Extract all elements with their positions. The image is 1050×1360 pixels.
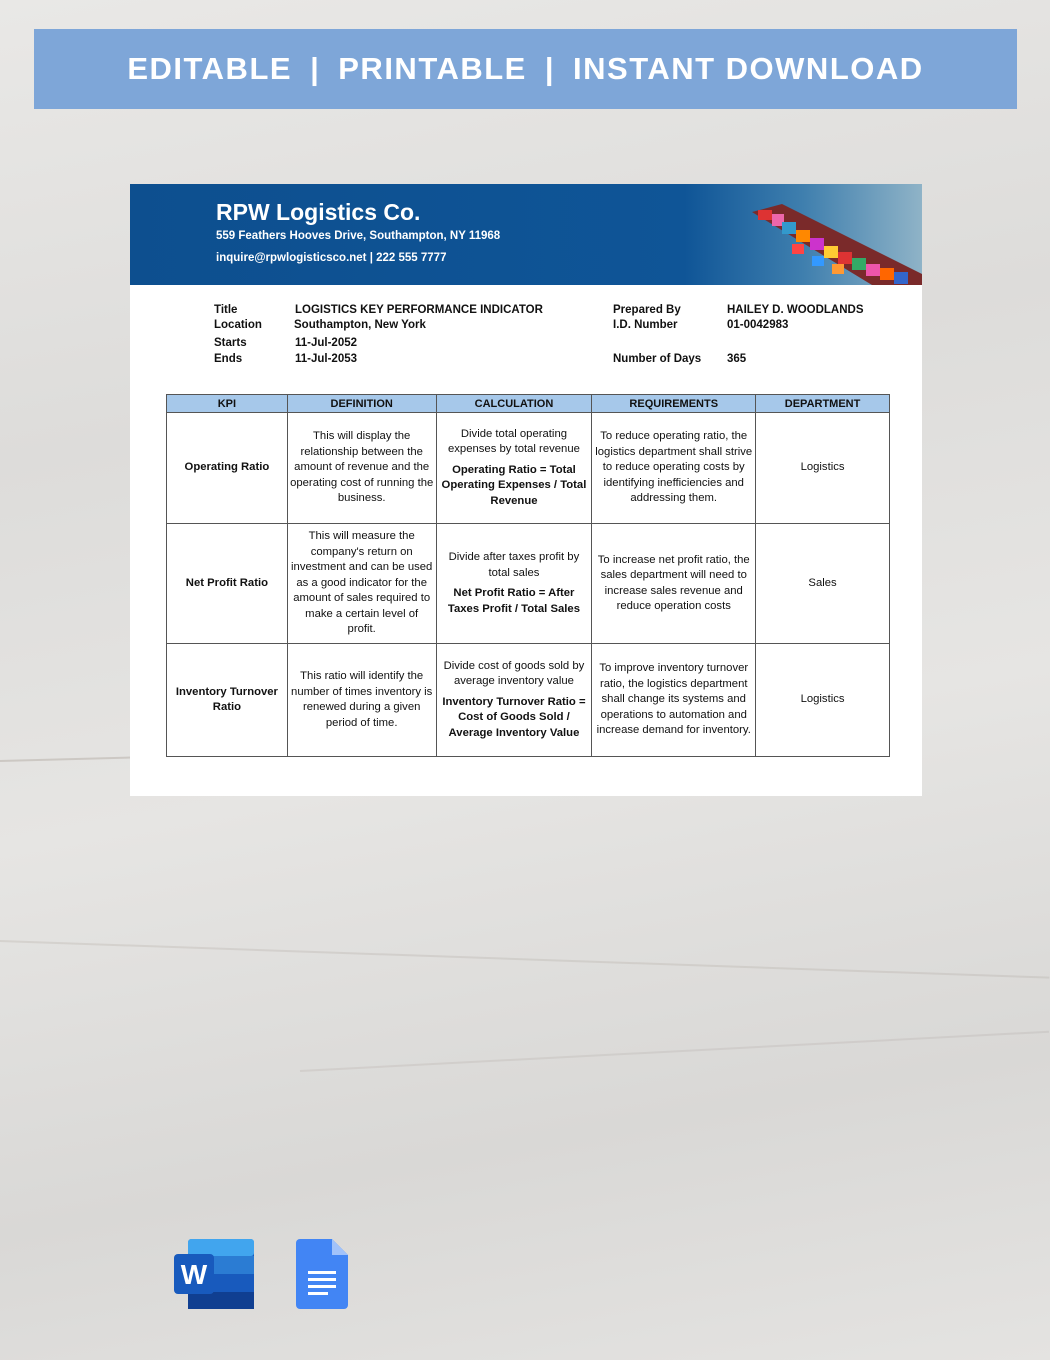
kpi-cell: Inventory Turnover Ratio (167, 644, 288, 757)
header-requirements: REQUIREMENTS (592, 395, 756, 413)
banner-separator: | (544, 51, 556, 86)
requirements-cell: To improve inventory turnover ratio, the logistics department shall change its systems and operations to automation and increase demand for inventory. (592, 644, 756, 757)
department-cell: Logistics (756, 413, 890, 524)
definition-cell: This will measure the company's return on investment and can be used as a good indicator for the amount of sales required to make a certain level of profit. (287, 524, 436, 644)
banner-download: INSTANT DOWNLOAD (573, 51, 924, 86)
id-value: 01-0042983 (727, 319, 789, 331)
company-name: RPW Logistics Co. (216, 199, 421, 225)
header-department: DEPARTMENT (756, 395, 890, 413)
definition-cell: This will display the relationship between the amount of revenue and the operating cost of running the business. (287, 413, 436, 524)
google-docs-icon[interactable] (296, 1239, 348, 1309)
calc-formula: Operating Ratio = Total Operating Expenses / Total Revenue (441, 463, 587, 507)
feature-banner (34, 29, 1017, 109)
header-definition: DEFINITION (287, 395, 436, 413)
calc-text: Divide cost of goods sold by average inventory value (443, 659, 585, 688)
cargo-ship-image (752, 204, 922, 285)
word-letter: W (180, 1259, 208, 1290)
kpi-table (166, 394, 890, 757)
banner-printable: PRINTABLE (338, 51, 527, 86)
prepared-label: Prepared By (613, 304, 681, 316)
table-row (167, 524, 890, 644)
days-label: Number of Days (613, 353, 702, 365)
document-preview (130, 184, 922, 796)
days-value: 365 (727, 353, 747, 365)
department-cell: Sales (756, 524, 890, 644)
calc-formula: Net Profit Ratio = After Taxes Profit / Total Sales (447, 587, 580, 615)
title-value: LOGISTICS KEY PERFORMANCE INDICATOR (295, 304, 543, 316)
banner-separator: | (310, 51, 321, 86)
company-contact: inquire@rpwlogisticsco.net | 222 555 7777 (216, 252, 447, 264)
calc-text: Divide total operating expenses by total revenue (448, 427, 580, 456)
table-row (167, 644, 890, 757)
company-address: 559 Feathers Hooves Drive, Southampton, NY 11968 (216, 230, 501, 242)
calc-formula: Inventory Turnover Ratio = Cost of Goods Sold / Average Inventory Value (442, 695, 586, 739)
calc-text: Divide after taxes profit by total sales (448, 551, 580, 579)
requirements-cell: To reduce operating ratio, the logistics department shall strive to reduce operating costs by identifying inefficiencies and addressing them. (592, 413, 756, 524)
requirements-cell: To increase net profit ratio, the sales department will need to increase sales revenue and reduce operation costs (592, 524, 756, 644)
location-label: Location (214, 319, 262, 331)
starts-value: 11-Jul-2052 (295, 337, 358, 349)
definition-cell: This ratio will identify the number of times inventory is renewed during a given period of time. (287, 644, 436, 757)
calculation-cell (436, 413, 592, 524)
document-header (130, 184, 922, 285)
calculation-cell (436, 644, 592, 757)
word-icon[interactable] (174, 1239, 254, 1309)
ends-label: Ends (214, 353, 243, 365)
department-cell: Logistics (756, 644, 890, 757)
prepared-value: HAILEY D. WOODLANDS (727, 304, 864, 316)
location-value: Southampton, New York (294, 319, 426, 331)
table-row (167, 413, 890, 524)
kpi-cell: Net Profit Ratio (167, 524, 288, 644)
title-label: Title (214, 304, 238, 316)
table-header-row (167, 395, 890, 413)
calculation-cell (436, 524, 592, 644)
starts-label: Starts (214, 337, 247, 349)
ends-value: 11-Jul-2053 (295, 353, 358, 365)
kpi-cell: Operating Ratio (167, 413, 288, 524)
header-kpi: KPI (167, 395, 288, 413)
id-label: I.D. Number (613, 319, 678, 331)
header-calculation: CALCULATION (436, 395, 592, 413)
banner-editable: EDITABLE (127, 51, 293, 86)
